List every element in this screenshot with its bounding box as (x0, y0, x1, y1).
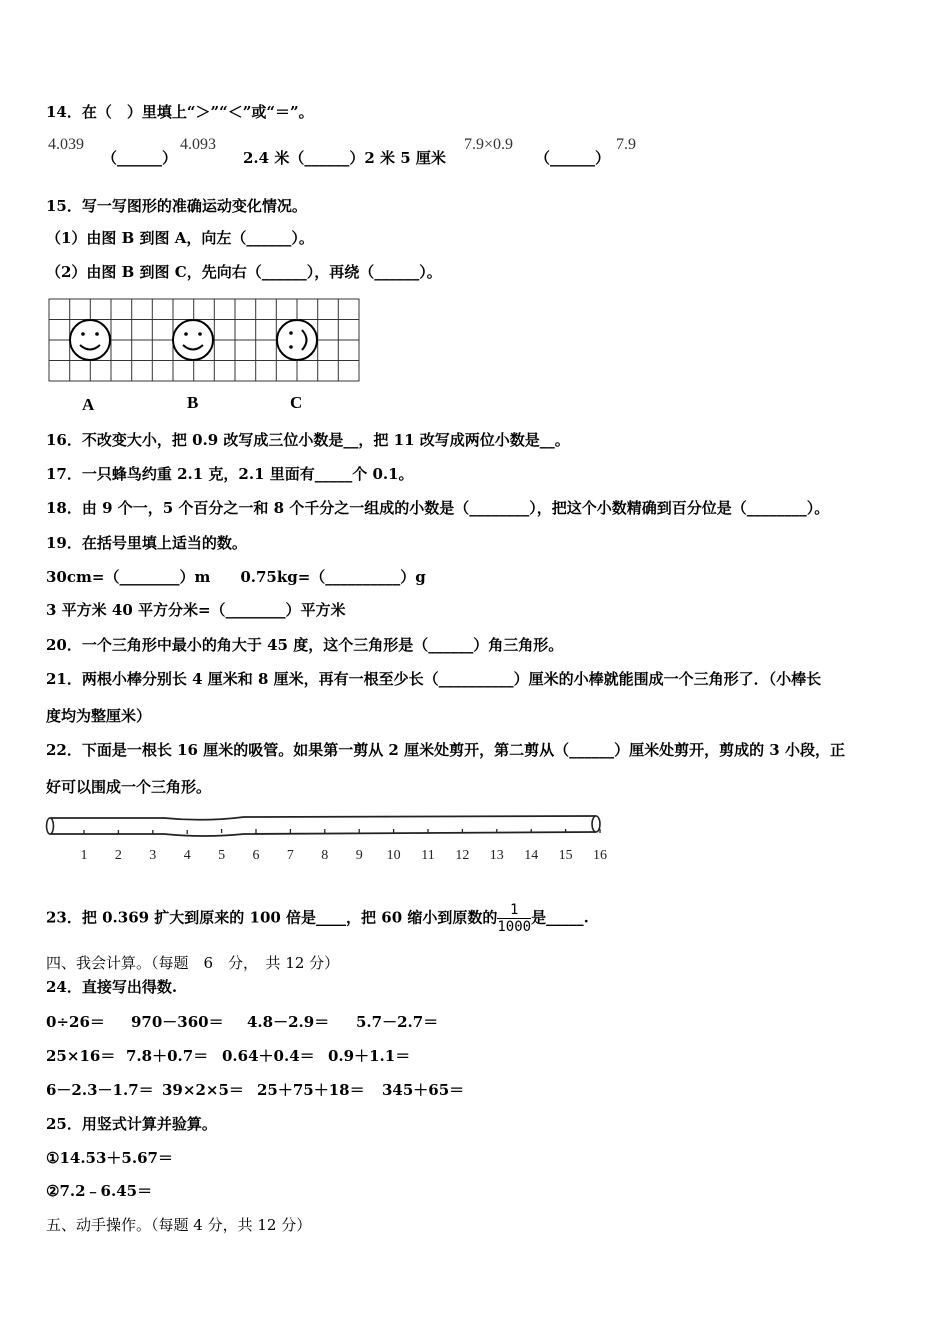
q24-r3-c2: 39×2×5＝ (162, 1081, 244, 1099)
smiley-face-a (70, 320, 110, 360)
q24-r3-c1: 6－2.3－1.7＝ (46, 1081, 154, 1099)
ruler-tick-label: 8 (321, 848, 329, 863)
ruler-tick-label: 2 (114, 848, 122, 863)
ruler-tick-label: 12 (455, 848, 470, 863)
q19-line-1: 30cm=（________）m 0.75kg=（__________）g (46, 568, 426, 586)
q23-part-1: 23．把 0.369 扩大到原来的 100 倍是____，把 60 缩小到原数的 (46, 908, 498, 927)
q16: 16．不改变大小，把 0.9 改写成三位小数是__，把 11 改写成两位小数是__。 (46, 431, 570, 449)
ruler-tick-label: 9 (355, 848, 363, 863)
q22-line-1: 22．下面是一根长 16 厘米的吸管。如果第一剪从 2 厘米处剪开，第二剪从（______）厘米处剪开，剪成的 3 小段，正 (46, 741, 845, 759)
q23-part-2: 是_____. (531, 908, 589, 927)
q25-title: 25．用竖式计算并验算。 (46, 1115, 217, 1133)
q21-line-2: 度均为整厘米） (46, 707, 152, 725)
q14-value-3b: 7.9 (616, 136, 636, 153)
q24-r2-c2: 7.8＋0.7＝ (126, 1047, 209, 1065)
ruler-tick-label: 11 (421, 848, 435, 863)
q24-r3-c4: 345＋65＝ (382, 1081, 465, 1099)
ruler-tick-label: 5 (218, 848, 226, 863)
q24-r1-c1: 0÷26＝ (46, 1013, 105, 1031)
q14-value-1b: 4.093 (180, 136, 216, 153)
ruler-tick-label: 16 (593, 848, 607, 863)
straw-top-edge (50, 816, 596, 820)
q14-value-3a: 7.9×0.9 (464, 136, 514, 153)
q14-blank-1: （______） (102, 149, 178, 167)
q15-sub-2: （2）由图 B 到图 C，先向右（______），再绕（______）。 (46, 263, 442, 281)
q14-value-1a: 4.039 (48, 136, 84, 153)
straw-bottom-edge (50, 832, 596, 836)
ruler-tick-label: 3 (149, 848, 157, 863)
figure-label-a: A (82, 395, 95, 414)
straw-right-end (592, 816, 600, 832)
q24-title: 24．直接写出得数. (46, 978, 178, 996)
smiley-face-c (277, 320, 317, 360)
fraction-numerator: 1 (497, 902, 531, 919)
q21-line-1: 21．两根小棒分别长 4 厘米和 8 厘米，再有一根至少长（__________）厘米的小棒就能围成一个三角形了．（小棒长 (46, 670, 822, 688)
q24-r2-c3: 0.64＋0.4＝ (222, 1047, 315, 1065)
q24-r1-c2: 970－360＝ (131, 1013, 224, 1031)
q24-r1-c3: 4.8－2.9＝ (247, 1013, 330, 1031)
section-5-heading: 五、动手操作。（每题 4 分，共 12 分） (46, 1216, 312, 1234)
fraction-denominator: 1000 (497, 919, 532, 935)
straw-ruler-figure (44, 812, 614, 868)
figure-label-b: B (187, 393, 199, 412)
q24-r2-c1: 25×16＝ (46, 1047, 116, 1065)
ruler-tick-label: 1 (80, 848, 88, 863)
q19-title: 19．在括号里填上适当的数。 (46, 534, 247, 552)
q25-item-2: ②7.2﹣6.45＝ (46, 1182, 153, 1200)
q24-r3-c3: 25＋75＋18＝ (257, 1081, 365, 1099)
q25-item-1: ①14.53＋5.67＝ (46, 1149, 173, 1167)
ruler-tick-label: 13 (489, 848, 504, 863)
q14-part-2: 2.4 米（______）2 米 5 厘米 (243, 149, 446, 167)
ruler-tick-label: 4 (183, 848, 191, 863)
figure-label-c: C (290, 393, 303, 412)
straw-left-end (47, 818, 54, 834)
smiley-face-b (173, 320, 213, 360)
ruler-tick-label: 15 (558, 848, 573, 863)
q23 (46, 902, 589, 935)
ruler-tick-label: 7 (286, 848, 294, 863)
ruler-tick-label: 6 (252, 848, 260, 863)
q24-r2-c4: 0.9＋1.1＝ (328, 1047, 411, 1065)
q20: 20．一个三角形中最小的角大于 45 度，这个三角形是（______）角三角形。 (46, 636, 564, 654)
q18: 18．由 9 个一，5 个百分之一和 8 个千分之一组成的小数是（________），把这个小数精确到百分位是（________）。 (46, 499, 830, 517)
q19-line-2: 3 平方米 40 平方分米=（________）平方米 (46, 601, 346, 619)
ruler-tick-label: 10 (386, 848, 401, 863)
fraction-1-1000 (497, 902, 531, 935)
q17: 17．一只蜂鸟约重 2.1 克，2.1 里面有_____个 0.1。 (46, 465, 414, 483)
q24-r1-c4: 5.7－2.7＝ (356, 1013, 439, 1031)
ruler-tick-label: 14 (524, 848, 539, 863)
q15-sub-1: （1）由图 B 到图 A，向左（______）。 (46, 229, 314, 247)
q22-line-2: 好可以围成一个三角形。 (46, 778, 212, 796)
shape-grid-figure (48, 298, 366, 418)
section-4-heading: 四、我会计算。（每题 6 分， 共 12 分） (46, 954, 340, 972)
q14-blank-3: （______） (535, 149, 611, 167)
q15-title: 15．写一写图形的准确运动变化情况。 (46, 197, 307, 215)
q14-title: 14．在（ ）里填上“＞”“＜”或“＝”。 (46, 103, 314, 121)
